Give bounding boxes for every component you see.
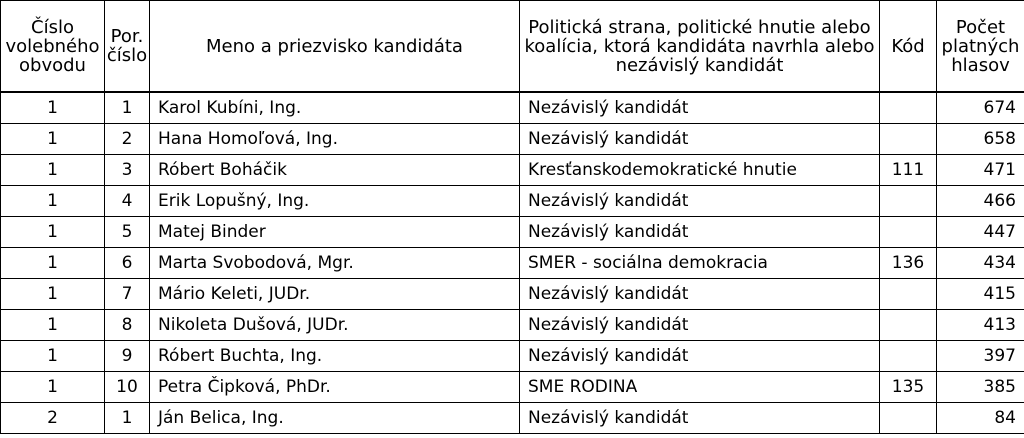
cell-district: 1 xyxy=(1,124,105,155)
cell-code xyxy=(880,279,937,310)
cell-district: 1 xyxy=(1,155,105,186)
table-row xyxy=(1,372,1024,403)
table-row xyxy=(1,186,1024,217)
cell-name: Matej Binder xyxy=(150,217,520,248)
cell-party: Nezávislý kandidát xyxy=(520,186,880,217)
cell-name: Ján Belica, Ing. xyxy=(150,403,520,434)
cell-votes: 674 xyxy=(937,92,1024,124)
cell-party: Nezávislý kandidát xyxy=(520,279,880,310)
cell-name: Petra Čipková, PhDr. xyxy=(150,372,520,403)
table-row xyxy=(1,217,1024,248)
cell-party: Nezávislý kandidát xyxy=(520,92,880,124)
table-row xyxy=(1,92,1024,124)
cell-name: Erik Lopušný, Ing. xyxy=(150,186,520,217)
cell-votes: 466 xyxy=(937,186,1024,217)
header-district: Číslo volebného obvodu xyxy=(1,1,105,93)
cell-code xyxy=(880,403,937,434)
cell-name: Nikoleta Dušová, JUDr. xyxy=(150,310,520,341)
cell-order: 2 xyxy=(105,124,150,155)
header-votes: Počet platných hlasov xyxy=(937,1,1024,93)
cell-name: Róbert Boháčik xyxy=(150,155,520,186)
cell-votes: 84 xyxy=(937,403,1024,434)
header-order: Por. číslo xyxy=(105,1,150,93)
cell-code xyxy=(880,217,937,248)
header-row xyxy=(1,1,1024,93)
cell-code: 136 xyxy=(880,248,937,279)
cell-votes: 471 xyxy=(937,155,1024,186)
cell-party: Nezávislý kandidát xyxy=(520,217,880,248)
cell-district: 1 xyxy=(1,341,105,372)
table-row xyxy=(1,124,1024,155)
cell-code xyxy=(880,124,937,155)
cell-district: 2 xyxy=(1,403,105,434)
cell-party: Nezávislý kandidát xyxy=(520,403,880,434)
cell-district: 1 xyxy=(1,248,105,279)
cell-party: Nezávislý kandidát xyxy=(520,341,880,372)
cell-party: Nezávislý kandidát xyxy=(520,310,880,341)
cell-votes: 447 xyxy=(937,217,1024,248)
cell-district: 1 xyxy=(1,217,105,248)
cell-district: 1 xyxy=(1,372,105,403)
cell-order: 4 xyxy=(105,186,150,217)
cell-votes: 397 xyxy=(937,341,1024,372)
cell-code xyxy=(880,92,937,124)
cell-party: Kresťanskodemokratické hnutie xyxy=(520,155,880,186)
table-row xyxy=(1,341,1024,372)
cell-code: 111 xyxy=(880,155,937,186)
cell-district: 1 xyxy=(1,186,105,217)
table-row xyxy=(1,403,1024,434)
table-row xyxy=(1,310,1024,341)
cell-code xyxy=(880,341,937,372)
cell-district: 1 xyxy=(1,92,105,124)
cell-name: Mário Keleti, JUDr. xyxy=(150,279,520,310)
cell-district: 1 xyxy=(1,310,105,341)
cell-district: 1 xyxy=(1,279,105,310)
table-row xyxy=(1,279,1024,310)
cell-votes: 658 xyxy=(937,124,1024,155)
cell-party: SME RODINA xyxy=(520,372,880,403)
table-row xyxy=(1,248,1024,279)
cell-name: Hana Homoľová, Ing. xyxy=(150,124,520,155)
cell-code xyxy=(880,186,937,217)
cell-party: Nezávislý kandidát xyxy=(520,124,880,155)
cell-votes: 385 xyxy=(937,372,1024,403)
cell-order: 9 xyxy=(105,341,150,372)
cell-order: 6 xyxy=(105,248,150,279)
cell-order: 3 xyxy=(105,155,150,186)
header-party: Politická strana, politické hnutie alebo koalícia, ktorá kandidáta navrhla alebo nezávislý kandidát xyxy=(520,1,880,93)
header-name: Meno a priezvisko kandidáta xyxy=(150,1,520,93)
cell-votes: 434 xyxy=(937,248,1024,279)
cell-code: 135 xyxy=(880,372,937,403)
cell-order: 5 xyxy=(105,217,150,248)
table-row xyxy=(1,155,1024,186)
cell-order: 1 xyxy=(105,92,150,124)
cell-votes: 415 xyxy=(937,279,1024,310)
cell-name: Karol Kubíni, Ing. xyxy=(150,92,520,124)
cell-order: 7 xyxy=(105,279,150,310)
cell-code xyxy=(880,310,937,341)
cell-order: 1 xyxy=(105,403,150,434)
cell-name: Marta Svobodová, Mgr. xyxy=(150,248,520,279)
cell-order: 8 xyxy=(105,310,150,341)
cell-votes: 413 xyxy=(937,310,1024,341)
cell-name: Róbert Buchta, Ing. xyxy=(150,341,520,372)
cell-order: 10 xyxy=(105,372,150,403)
cell-party: SMER - sociálna demokracia xyxy=(520,248,880,279)
header-code: Kód xyxy=(880,1,937,93)
